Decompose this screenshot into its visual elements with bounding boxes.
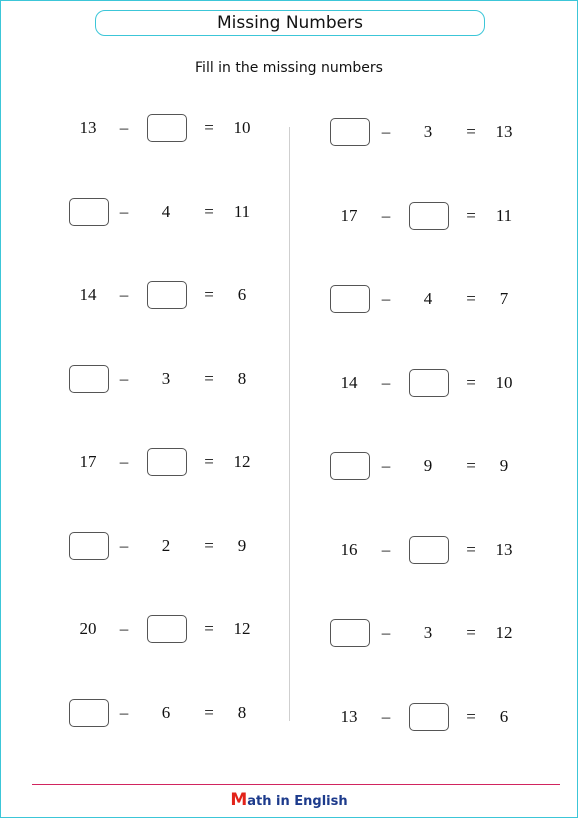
answer-box[interactable] [409, 369, 449, 397]
equals-sign: = [204, 285, 214, 304]
difference: 13 [495, 122, 513, 141]
minuend: 17 [340, 205, 358, 225]
minus-sign: – [119, 702, 129, 722]
minuend: 13 [79, 118, 97, 137]
answer-box[interactable] [409, 202, 449, 230]
minus-sign: – [119, 368, 129, 388]
equals-sign: = [466, 205, 476, 225]
equals-sign: = [204, 535, 214, 555]
equals-sign: = [466, 289, 476, 308]
instructions: Fill in the missing numbers [195, 60, 383, 76]
page-title-box [95, 10, 485, 36]
equals-sign: = [466, 122, 476, 141]
answer-box[interactable] [330, 118, 370, 146]
difference: 8 [237, 702, 247, 722]
answer-box[interactable] [330, 452, 370, 480]
equation-row [0, 201, 578, 231]
answer-box[interactable] [409, 703, 449, 731]
subtrahend: 6 [161, 702, 171, 722]
equation-row [0, 451, 578, 481]
difference: 8 [237, 368, 247, 388]
footer-divider [32, 784, 560, 785]
answer-box[interactable] [409, 536, 449, 564]
difference: 11 [233, 201, 251, 221]
subtrahend: 9 [423, 456, 433, 475]
minuend: 17 [79, 452, 97, 471]
equals-sign: = [204, 702, 214, 722]
equation-row [0, 117, 578, 147]
subtrahend: 4 [161, 201, 171, 221]
minuend: 14 [340, 372, 358, 392]
minus-sign: – [381, 706, 391, 726]
equals-sign: = [204, 619, 214, 638]
minuend: 14 [79, 285, 97, 304]
page-title: Missing Numbers [217, 13, 363, 33]
minus-sign: – [119, 118, 129, 137]
difference: 11 [495, 205, 513, 225]
subtrahend: 3 [423, 122, 433, 141]
equation-row [0, 284, 578, 314]
minus-sign: – [381, 372, 391, 392]
minus-sign: – [381, 539, 391, 559]
equals-sign: = [204, 452, 214, 471]
difference: 6 [237, 285, 247, 304]
minuend: 13 [340, 706, 358, 726]
difference: 10 [495, 372, 513, 392]
minuend: 20 [79, 619, 97, 638]
difference: 12 [495, 623, 513, 642]
minus-sign: – [381, 122, 391, 141]
subtrahend: 3 [161, 368, 171, 388]
minus-sign: – [119, 535, 129, 555]
difference: 10 [233, 118, 251, 137]
minus-sign: – [119, 285, 129, 304]
equals-sign: = [204, 118, 214, 137]
equals-sign: = [466, 456, 476, 475]
minus-sign: – [381, 623, 391, 642]
minus-sign: – [119, 619, 129, 638]
subtrahend: 3 [423, 623, 433, 642]
difference: 12 [233, 452, 251, 471]
subtrahend: 2 [161, 535, 171, 555]
answer-box[interactable] [330, 285, 370, 313]
equals-sign: = [466, 706, 476, 726]
subtrahend: 4 [423, 289, 433, 308]
minuend: 16 [340, 539, 358, 559]
equation-row [0, 618, 578, 648]
answer-box[interactable] [330, 619, 370, 647]
equals-sign: = [466, 372, 476, 392]
equals-sign: = [466, 539, 476, 559]
equals-sign: = [466, 623, 476, 642]
difference: 9 [499, 456, 509, 475]
difference: 9 [237, 535, 247, 555]
difference: 12 [233, 619, 251, 638]
minus-sign: – [119, 201, 129, 221]
difference: 7 [499, 289, 509, 308]
equation-row [0, 535, 578, 565]
minus-sign: – [119, 452, 129, 471]
equals-sign: = [204, 201, 214, 221]
minus-sign: – [381, 205, 391, 225]
equals-sign: = [204, 368, 214, 388]
equation-row [0, 368, 578, 398]
difference: 6 [499, 706, 509, 726]
minus-sign: – [381, 456, 391, 475]
minus-sign: – [381, 289, 391, 308]
difference: 13 [495, 539, 513, 559]
equation-row [0, 702, 578, 732]
math-in-english-logo: Math in English [230, 790, 348, 810]
